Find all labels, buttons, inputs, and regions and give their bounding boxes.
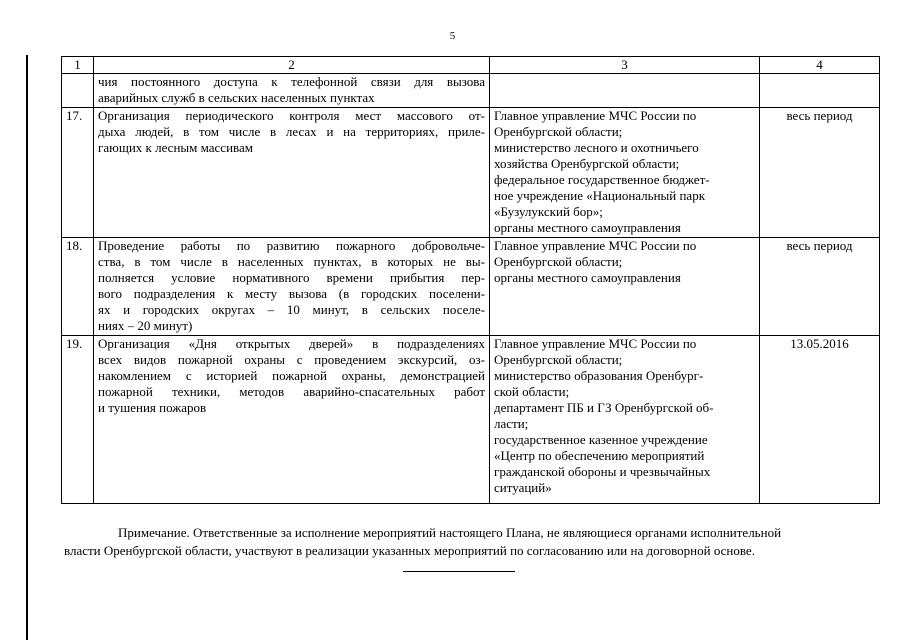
responsible-line: Главное управление МЧС России по (494, 108, 697, 123)
responsible-cell (490, 108, 760, 238)
deadline-cell: весь период (760, 238, 880, 336)
responsible-cell (490, 74, 760, 108)
action-line: всех видов пожарной охраны с проведением экскурсий, оз- (98, 352, 485, 367)
action-cell (94, 238, 490, 336)
responsible-line: Оренбургской области; (494, 254, 623, 269)
table-row (62, 74, 880, 108)
responsible-line: органы местного самоуправления (494, 270, 681, 285)
header-col-1: 1 (62, 57, 94, 74)
table-row (62, 336, 880, 504)
action-line: гающих к лесным массивам (98, 140, 253, 155)
table-header-row (62, 57, 880, 74)
action-cell (94, 74, 490, 108)
row-number: 19. (62, 336, 94, 504)
responsible-line: хозяйства Оренбургской области; (494, 156, 680, 171)
action-line: дыха людей, в том числе в лесах и на территориях, приле- (98, 124, 485, 139)
table-row (62, 108, 880, 238)
deadline-cell: весь период (760, 108, 880, 238)
responsible-line: федеральное государственное бюджет- (494, 172, 710, 187)
table-row (62, 238, 880, 336)
responsible-line: министерство лесного и охотничьего (494, 140, 699, 155)
footnote-line-2: власти Оренбургской области, участвуют в реализации указанных мероприятий по согласованию или на договорной основе. (64, 543, 755, 558)
action-line: накомлением с историей пожарной охраны, демонстрацией (98, 368, 485, 383)
action-line: Организация периодического контроля мест массового от- (98, 108, 485, 123)
page-number: 5 (449, 30, 456, 42)
action-line: пожарной техники, методов аварийно-спасательных работ (98, 384, 485, 399)
separator-line (403, 571, 515, 572)
responsible-line: Главное управление МЧС России по (494, 336, 697, 351)
responsible-line: «Бузулукский бор»; (494, 204, 603, 219)
action-line: Организация «Дня открытых дверей» в подразделениях (98, 336, 485, 351)
responsible-line: Оренбургской области; (494, 124, 623, 139)
header-col-3: 3 (490, 57, 760, 74)
action-line: чия постоянного доступа к телефонной связи для вызова (98, 74, 485, 89)
row-number: 17. (62, 108, 94, 238)
responsible-line: ласти; (494, 416, 529, 431)
scan-edge-line (26, 55, 28, 640)
responsible-cell (490, 238, 760, 336)
action-line: ства, в том числе в населенных пунктах, в которых не вы- (98, 254, 485, 269)
action-line: аварийных служб в сельских населенных пунктах (98, 90, 375, 105)
action-line: ях и городских округах – 10 минут, в сельских поселе- (98, 302, 485, 317)
responsible-cell (490, 336, 760, 504)
action-cell (94, 336, 490, 504)
action-line: ниях – 20 минут) (98, 318, 193, 333)
row-number: 18. (62, 238, 94, 336)
action-line: и тушения пожаров (98, 400, 207, 415)
responsible-line: ное учреждение «Национальный парк (494, 188, 706, 203)
action-line: вого подразделения к месту вызова (в городских поселени- (98, 286, 485, 301)
action-line: Проведение работы по развитию пожарного добровольче- (98, 238, 485, 253)
header-col-4: 4 (760, 57, 880, 74)
plan-table (61, 56, 880, 504)
responsible-line: департамент ПБ и ГЗ Оренбургской об- (494, 400, 714, 415)
deadline-cell (760, 74, 880, 108)
responsible-line: министерство образования Оренбург- (494, 368, 704, 383)
action-line: полняется условие нормативного времени прибытия пер- (98, 270, 485, 285)
responsible-line: гражданской обороны и чрезвычайных (494, 464, 711, 479)
responsible-line: государственное казенное учреждение (494, 432, 708, 447)
responsible-line: «Центр по обеспечению мероприятий (494, 448, 705, 463)
responsible-line: органы местного самоуправления (494, 220, 681, 235)
responsible-line: Оренбургской области; (494, 352, 623, 367)
responsible-line: ситуаций» (494, 480, 552, 495)
footnote-line-1: Примечание. Ответственные за исполнение мероприятий настоящего Плана, не являющиеся органами исполнительной (118, 525, 782, 540)
header-col-2: 2 (94, 57, 490, 74)
row-number (62, 74, 94, 108)
deadline-cell: 13.05.2016 (760, 336, 880, 504)
footnote (64, 524, 874, 560)
action-cell (94, 108, 490, 238)
responsible-line: ской области; (494, 384, 570, 399)
responsible-line: Главное управление МЧС России по (494, 238, 697, 253)
